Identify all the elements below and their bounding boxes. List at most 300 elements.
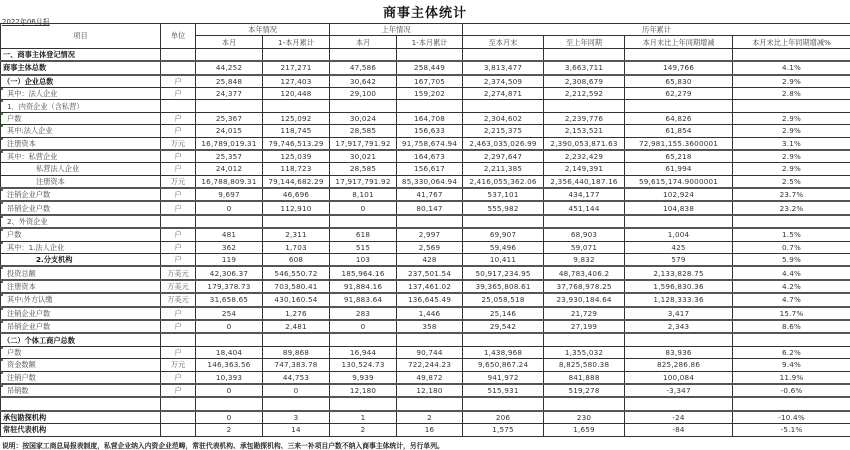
row-value [263, 215, 330, 228]
row-value: 8.6% [733, 320, 850, 333]
row-value: 65,218 [625, 150, 733, 163]
table-row [1, 266, 850, 279]
row-value: 206 [463, 411, 544, 424]
row-value: 537,101 [463, 188, 544, 201]
row-value: 28,585 [330, 163, 397, 175]
row-value [463, 48, 544, 61]
row-value: 39,365,808.61 [463, 280, 544, 293]
table-row [1, 87, 850, 99]
row-unit: 户 [161, 346, 196, 358]
row-value: 1,128,333.36 [625, 293, 733, 306]
row-value: 125,039 [263, 150, 330, 163]
row-value: 9,939 [330, 371, 397, 384]
row-value: 2,390,053,871.63 [544, 137, 625, 150]
row-value: 25,357 [196, 150, 263, 163]
row-label: 户数 [1, 228, 161, 241]
row-value: 130,524.73 [330, 359, 397, 371]
row-value: 2,463,035,026.99 [463, 137, 544, 150]
table-row [1, 100, 850, 112]
row-unit [161, 424, 196, 436]
row-value: 283 [330, 307, 397, 320]
table-row [1, 333, 850, 346]
row-label: 一、商事主体登记情况 [1, 48, 161, 61]
row-value: 941,972 [463, 371, 544, 384]
row-value: 519,278 [544, 384, 625, 397]
row-value [625, 100, 733, 112]
row-value: 167,705 [397, 75, 463, 88]
table-row [1, 61, 850, 74]
row-value [263, 397, 330, 410]
row-value [625, 48, 733, 61]
row-value: 3 [263, 411, 330, 424]
row-value: 9,832 [544, 254, 625, 267]
row-unit: 万美元 [161, 266, 196, 279]
row-unit [161, 100, 196, 112]
row-unit: 户 [161, 320, 196, 333]
header-last-year-month: 本月 [330, 36, 397, 48]
row-value: 21,729 [544, 307, 625, 320]
row-value: 425 [625, 241, 733, 253]
row-value: 27,199 [544, 320, 625, 333]
row-value: 2 [196, 424, 263, 436]
row-value [463, 397, 544, 410]
row-value [196, 100, 263, 112]
row-value: 42,306.37 [196, 266, 263, 279]
page-title: 商事主体统计 [382, 6, 467, 21]
row-value: 2.9% [733, 163, 850, 175]
row-value [625, 333, 733, 346]
row-value: 72,981,155.3600001 [625, 137, 733, 150]
table-row [1, 215, 850, 228]
row-unit: 万美元 [161, 293, 196, 306]
row-value: 159,202 [397, 87, 463, 99]
row-value: 6.2% [733, 346, 850, 358]
row-value: 11.9% [733, 371, 850, 384]
row-label: 注销企业户数 [1, 307, 161, 320]
row-unit [161, 411, 196, 424]
header-unit: 单位 [161, 24, 196, 49]
row-value: 8,825,580.38 [544, 359, 625, 371]
row-value: 41,767 [397, 188, 463, 201]
row-value: 91,883.64 [330, 293, 397, 306]
row-unit: 户 [161, 371, 196, 384]
table-row [1, 359, 850, 371]
row-value: 136,645.49 [397, 293, 463, 306]
row-value: 2,997 [397, 228, 463, 241]
row-label: 1．内资企业（含私营） [1, 100, 161, 112]
report-date: 2022年06月报 [2, 18, 50, 26]
row-value [625, 215, 733, 228]
row-label: 吊销企业户数 [1, 320, 161, 333]
row-value: 2.9% [733, 125, 850, 137]
row-value: 434,177 [544, 188, 625, 201]
row-unit [161, 333, 196, 346]
row-value [330, 215, 397, 228]
row-value: 1,004 [625, 228, 733, 241]
row-value: 481 [196, 228, 263, 241]
row-value: 156,617 [397, 163, 463, 175]
row-value: 608 [263, 254, 330, 267]
row-value [196, 215, 263, 228]
table-row [1, 241, 850, 253]
row-value [733, 48, 850, 61]
row-value: 1 [330, 411, 397, 424]
row-value: 2,416,055,362.06 [463, 175, 544, 188]
row-value [397, 48, 463, 61]
row-value: 2,374,509 [463, 75, 544, 88]
row-value: 103 [330, 254, 397, 267]
row-value: 428 [397, 254, 463, 267]
row-value: 703,580.41 [263, 280, 330, 293]
row-value: 37,768,978.25 [544, 280, 625, 293]
row-value: -84 [625, 424, 733, 436]
row-label: （二）个体工商户总数 [1, 333, 161, 346]
row-value: 164,708 [397, 112, 463, 124]
row-value: 2,153,521 [544, 125, 625, 137]
row-value: 104,838 [625, 201, 733, 214]
row-value: 125,092 [263, 112, 330, 124]
row-value: 0 [196, 384, 263, 397]
row-value: 3,417 [625, 307, 733, 320]
row-value [544, 333, 625, 346]
row-value: 451,144 [544, 201, 625, 214]
row-unit: 万元 [161, 137, 196, 150]
row-value: 2.9% [733, 75, 850, 88]
header-item: 项目 [1, 24, 161, 49]
row-value: 28,585 [330, 125, 397, 137]
row-value: 164,673 [397, 150, 463, 163]
row-value [330, 48, 397, 61]
table-row [1, 411, 850, 424]
row-value: -0.6% [733, 384, 850, 397]
row-value: 23,930,184.64 [544, 293, 625, 306]
row-value [463, 215, 544, 228]
table-row [1, 48, 850, 61]
header-last-year-ytd: 1-本月累计 [397, 36, 463, 48]
row-unit: 户 [161, 75, 196, 88]
row-value: 29,100 [330, 87, 397, 99]
row-value: 9,650,867.24 [463, 359, 544, 371]
row-value: 24,377 [196, 87, 263, 99]
row-value: 23.2% [733, 201, 850, 214]
header-last-year: 上年情况 [330, 24, 463, 36]
table-row [1, 346, 850, 358]
row-value: 2,211,385 [463, 163, 544, 175]
row-value [625, 397, 733, 410]
row-value: 64,826 [625, 112, 733, 124]
table-row [1, 125, 850, 137]
row-value: 2,356,440,187.16 [544, 175, 625, 188]
header-yoy-change-pct: 本月末比上年同期增减% [733, 36, 850, 48]
row-value: 0 [330, 320, 397, 333]
row-value: 1,355,032 [544, 346, 625, 358]
row-value: 3,663,711 [544, 61, 625, 74]
row-value: 2.9% [733, 150, 850, 163]
row-value: 29,542 [463, 320, 544, 333]
row-value: 91,884.16 [330, 280, 397, 293]
row-unit: 户 [161, 228, 196, 241]
row-value: 46,696 [263, 188, 330, 201]
row-value: 0 [196, 411, 263, 424]
row-value: 2,149,391 [544, 163, 625, 175]
row-value: 44,753 [263, 371, 330, 384]
row-value: 4.2% [733, 280, 850, 293]
row-value: 65,830 [625, 75, 733, 88]
row-value: 3,813,477 [463, 61, 544, 74]
row-value [397, 397, 463, 410]
row-value: 16,944 [330, 346, 397, 358]
row-value: 62,279 [625, 87, 733, 99]
row-value: 555,982 [463, 201, 544, 214]
row-value: 61,854 [625, 125, 733, 137]
row-value: 14 [263, 424, 330, 436]
row-value: 3.1% [733, 137, 850, 150]
row-value: 44,252 [196, 61, 263, 74]
table-row [1, 163, 850, 175]
table-row [1, 293, 850, 306]
row-value [733, 215, 850, 228]
table-row [1, 75, 850, 88]
table-row [1, 280, 850, 293]
row-unit: 户 [161, 384, 196, 397]
row-value: 25,058,518 [463, 293, 544, 306]
row-value: 17,917,791.92 [330, 137, 397, 150]
row-value: 0 [263, 384, 330, 397]
row-value: 1,659 [544, 424, 625, 436]
table-row [1, 397, 850, 410]
row-value: 358 [397, 320, 463, 333]
row-value [263, 100, 330, 112]
row-value [544, 100, 625, 112]
row-value: 0 [196, 201, 263, 214]
row-value: 179,378.73 [196, 280, 263, 293]
header-this-year-ytd: 1-本月累计 [263, 36, 330, 48]
row-value: 79,144,682.29 [263, 175, 330, 188]
row-label [1, 397, 161, 410]
row-value: 90,744 [397, 346, 463, 358]
row-value: 2,569 [397, 241, 463, 253]
table-row [1, 371, 850, 384]
row-value: 1,446 [397, 307, 463, 320]
row-unit: 万元 [161, 175, 196, 188]
row-value: 2,343 [625, 320, 733, 333]
row-unit [161, 397, 196, 410]
row-label: 承包勘探机构 [1, 411, 161, 424]
row-label: 其中：法人企业 [1, 87, 161, 99]
table-row [1, 137, 850, 150]
footnote: 说明：按国家工商总局报表制度，私营企业纳入内资企业范畴，常驻代表机构、承包勘探机构、三来一补项目户数不纳入商事主体统计，另行单列。 [2, 442, 444, 450]
row-value: 156,633 [397, 125, 463, 137]
row-label: 注销企业户数 [1, 188, 161, 201]
row-value: 747,383.78 [263, 359, 330, 371]
row-value [330, 333, 397, 346]
row-value [544, 397, 625, 410]
row-value: 1,276 [263, 307, 330, 320]
table-row [1, 320, 850, 333]
row-value: 254 [196, 307, 263, 320]
row-value: 9.4% [733, 359, 850, 371]
row-value: 85,330,064.94 [397, 175, 463, 188]
row-value: 8,101 [330, 188, 397, 201]
row-value: 0 [330, 201, 397, 214]
row-value: 47,586 [330, 61, 397, 74]
row-value: 9,697 [196, 188, 263, 201]
row-value: 2,232,429 [544, 150, 625, 163]
row-value: 2,212,592 [544, 87, 625, 99]
table-row [1, 201, 850, 214]
row-value [196, 397, 263, 410]
row-value: 119 [196, 254, 263, 267]
row-value [733, 397, 850, 410]
row-value: 118,723 [263, 163, 330, 175]
row-value: 230 [544, 411, 625, 424]
row-label: 注册资本 [1, 175, 161, 188]
row-value: 61,994 [625, 163, 733, 175]
table-row [1, 384, 850, 397]
row-label: 吊销企业户数 [1, 201, 161, 214]
row-value: 515 [330, 241, 397, 253]
header-this-year-month: 本月 [196, 36, 263, 48]
row-value: 546,550.72 [263, 266, 330, 279]
row-value: 2 [330, 424, 397, 436]
row-value [544, 215, 625, 228]
row-value: -10.4% [733, 411, 850, 424]
row-value: 50,917,234.95 [463, 266, 544, 279]
row-unit: 户 [161, 188, 196, 201]
row-value: 48,783,406.2 [544, 266, 625, 279]
row-unit: 户 [161, 307, 196, 320]
row-value: 49,872 [397, 371, 463, 384]
row-value: 1,575 [463, 424, 544, 436]
row-label: 私营法人企业 [1, 163, 161, 175]
row-label: （一）企业总数 [1, 75, 161, 88]
row-value: 89,868 [263, 346, 330, 358]
row-value: 100,084 [625, 371, 733, 384]
row-value: 15.7% [733, 307, 850, 320]
table-row [1, 188, 850, 201]
row-value: 25,146 [463, 307, 544, 320]
table-row [1, 175, 850, 188]
header-this-year: 本年情况 [196, 24, 330, 36]
row-value: 2.5% [733, 175, 850, 188]
row-unit: 户 [161, 254, 196, 267]
row-value: 0.7% [733, 241, 850, 253]
row-value: 237,501.54 [397, 266, 463, 279]
row-value: 30,642 [330, 75, 397, 88]
row-label: 注册资本 [1, 280, 161, 293]
row-value: 841,888 [544, 371, 625, 384]
row-value: 4.7% [733, 293, 850, 306]
row-label: 注册资本 [1, 137, 161, 150]
row-value [196, 333, 263, 346]
row-value [330, 100, 397, 112]
row-unit: 万美元 [161, 280, 196, 293]
row-value: 4.4% [733, 266, 850, 279]
row-value: 722,244.23 [397, 359, 463, 371]
row-value: 16,789,019.31 [196, 137, 263, 150]
row-label: 2、外资企业 [1, 215, 161, 228]
row-value: 120,448 [263, 87, 330, 99]
row-label: 户数 [1, 112, 161, 124]
row-value [733, 333, 850, 346]
table-row [1, 424, 850, 436]
row-value: 59,071 [544, 241, 625, 253]
table-row [1, 307, 850, 320]
row-unit: 户 [161, 125, 196, 137]
header-same-period-last-year: 至上年同期 [544, 36, 625, 48]
row-unit [161, 48, 196, 61]
row-value: 16,788,809.31 [196, 175, 263, 188]
row-value: 112,910 [263, 201, 330, 214]
row-value: 2,239,776 [544, 112, 625, 124]
row-value: 2,481 [263, 320, 330, 333]
header-yoy-change: 本月末比上年同期增减 [625, 36, 733, 48]
row-value: 217,271 [263, 61, 330, 74]
row-label: 吊销数 [1, 384, 161, 397]
row-value [463, 100, 544, 112]
row-value: 31,658.65 [196, 293, 263, 306]
row-value [397, 215, 463, 228]
row-unit: 户 [161, 241, 196, 253]
row-value: 91,758,674.94 [397, 137, 463, 150]
row-value: 1,596,830.36 [625, 280, 733, 293]
table-row [1, 254, 850, 267]
row-value [463, 333, 544, 346]
row-label: 其中：私营企业 [1, 150, 161, 163]
row-value: 80,147 [397, 201, 463, 214]
row-value: 258,449 [397, 61, 463, 74]
row-label: 注销户数 [1, 371, 161, 384]
row-value: 1,703 [263, 241, 330, 253]
row-value: 68,903 [544, 228, 625, 241]
row-value: 2 [397, 411, 463, 424]
table-row [1, 150, 850, 163]
row-value: 18,404 [196, 346, 263, 358]
row-value [733, 100, 850, 112]
row-value: 79,746,513.29 [263, 137, 330, 150]
row-value [263, 333, 330, 346]
row-unit: 户 [161, 201, 196, 214]
row-value: 118,745 [263, 125, 330, 137]
row-value: 24,012 [196, 163, 263, 175]
row-value: 30,021 [330, 150, 397, 163]
row-value: 2,304,602 [463, 112, 544, 124]
row-value: -24 [625, 411, 733, 424]
row-value: 579 [625, 254, 733, 267]
row-unit: 户 [161, 163, 196, 175]
table-body [1, 48, 850, 436]
row-value [196, 48, 263, 61]
table-row [1, 228, 850, 241]
row-unit: 户 [161, 150, 196, 163]
row-value: 4.1% [733, 61, 850, 74]
row-value: 2.8% [733, 87, 850, 99]
row-value: 618 [330, 228, 397, 241]
row-value: 2,308,679 [544, 75, 625, 88]
row-value: 185,964.16 [330, 266, 397, 279]
row-value: 2,297,647 [463, 150, 544, 163]
row-value: 16 [397, 424, 463, 436]
row-value: 69,907 [463, 228, 544, 241]
row-value [263, 48, 330, 61]
row-value: 24,015 [196, 125, 263, 137]
row-value: 10,393 [196, 371, 263, 384]
row-label: 其中:法人企业 [1, 125, 161, 137]
row-value: 23.7% [733, 188, 850, 201]
row-value: 12,180 [397, 384, 463, 397]
row-unit [161, 61, 196, 74]
row-label: 其中：1.法人企业 [1, 241, 161, 253]
